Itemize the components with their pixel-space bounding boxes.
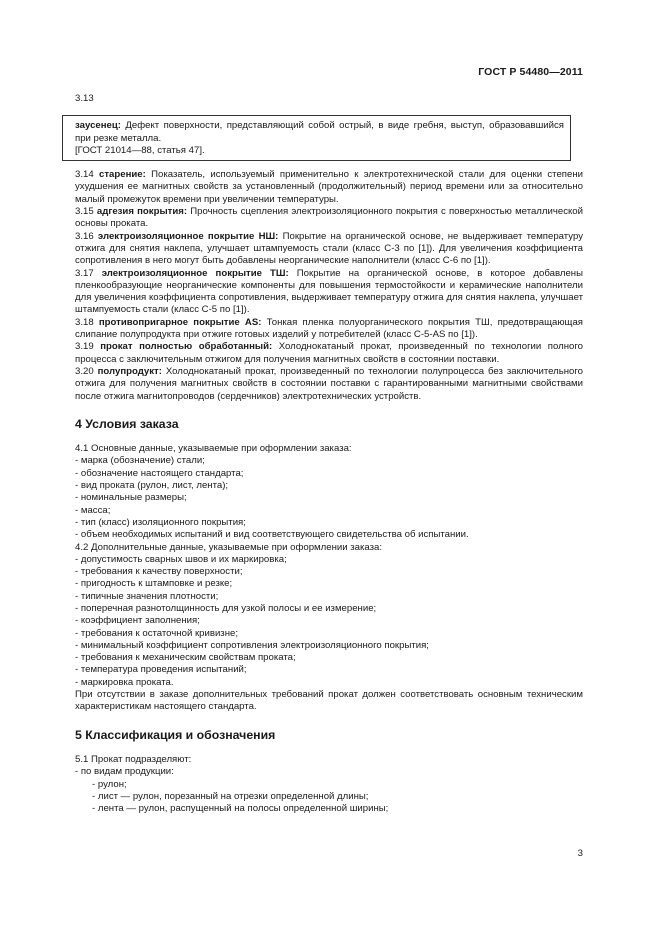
clause-text: Показатель, используемый применительно к электротехнической стали для оценки степени ухудшения ее магнитных свойств за установленный (продолжительный) период времени или за относительно малый промежуток времени при увеличении температуры. [75, 169, 583, 205]
box-definition [75, 120, 564, 145]
clause-text: Прочность сцепления электроизоляционного покрытия с поверхностью металлической основы проката. [75, 206, 583, 230]
clause-4-1: 4.1 Основные данные, указываемые при оформлении заказа: [75, 443, 352, 455]
list-item: - рулон; [92, 778, 127, 790]
clause-term: электроизоляционное покрытие НШ: [97, 230, 279, 242]
kinds-list [75, 779, 583, 816]
section-5-title: 5 Классификация и обозначения [75, 727, 276, 742]
clause-text: Покрытие на органической основе, в которое добавлены пленкообразующие неорганические компоненты для повышения термостойкости и керамические наполнители для увеличения коэффициента сопротивления, выдерживает температуру отжига для снятия наклепа, улучшает штампуемость стали (класс С-5 по [1]). [75, 267, 583, 316]
clause-3-13-number: 3.13 [75, 93, 94, 104]
section-4-closing: При отсутствии в заказе дополнительных требований прокат должен соответствовать основным техническим характеристикам настоящего стандарта. [75, 689, 583, 713]
list-item: - типичные значения плотности; [75, 590, 219, 602]
box-text: Дефект поверхности, представляющий собой острый, в виде гребня, выступ, образовавшийся при резке металла. [75, 120, 564, 144]
document-body [75, 93, 583, 815]
clause-text: Холоднокатаный прокат, произведенный по технологии полупроцесса без заключительного отжига для получения магнитных свойств в состоянии поставки с гарантированными магнитными свойствами после отжига магнитопроводов (сердечников) электротехнических устройств. [75, 365, 583, 402]
list-item: - объем необходимых испытаний и вид соответствующего свидетельства об испытании. [75, 529, 469, 541]
clause-term: старение: [99, 169, 146, 181]
clause-3-15 [75, 206, 583, 231]
list-item: - номинальные размеры; [75, 492, 187, 504]
clause-number: 3.19 [75, 341, 94, 353]
clause-4-2: 4.2 Дополнительные данные, указываемые при оформлении заказа: [75, 541, 383, 553]
clause-number: 3.15 [75, 206, 94, 218]
clause-term: полупродукт: [97, 365, 162, 377]
list-item: - температура проведения испытаний; [75, 664, 247, 676]
box-reference: [ГОСТ 21014—88, статья 47]. [75, 144, 205, 156]
list-item: - лента — рулон, распущенный на полосы определенной ширины; [92, 803, 389, 815]
clause-5-1: 5.1 Прокат подразделяют: [75, 753, 192, 765]
list-item: - вид проката (рулон, лист, лента); [75, 480, 229, 492]
clause-text: Холоднокатаный прокат, произведенный по технологии полного процесса с заключительным отжигом для получения магнитных свойств в состоянии поставки. [75, 341, 583, 365]
clause-3-14 [75, 169, 583, 206]
clause-number: 3.17 [75, 267, 94, 279]
clause-number: 3.14 [75, 169, 94, 181]
list-item: - требования к остаточной кривизне; [75, 627, 239, 639]
list-item: - поперечная разнотолщинность для узкой полосы и ее измерение; [75, 602, 377, 614]
clause-number: 3.16 [75, 230, 94, 242]
clause-term: электроизоляционное покрытие ТШ: [101, 267, 289, 279]
by-kind-label: - по видам продукции: [75, 766, 174, 778]
list-item: - марка (обозначение) стали; [75, 455, 205, 467]
clause-3-17 [75, 268, 583, 317]
clause-3-20 [75, 366, 583, 403]
list-item: - минимальный коэффициент сопротивления электроизоляционного покрытия; [75, 639, 429, 651]
list-item: - лист — рулон, порезанный на отрезки определенной длины; [92, 790, 369, 802]
list-item: - требования к механическим свойствам проката; [75, 652, 296, 664]
clause-term: прокат полностью обработанный: [100, 341, 273, 353]
box-term: заусенец: [75, 120, 121, 132]
list-item: - пригодность к штамповке и резке; [75, 578, 233, 590]
clause-term: адгезия покрытия: [96, 206, 188, 218]
list-4-1 [75, 455, 583, 541]
document-header: ГОСТ Р 54480—2011 [478, 66, 583, 78]
clause-3-18 [75, 317, 583, 342]
list-item: - маркировка проката. [75, 676, 174, 688]
list-item: - допустимость сварных швов и их маркировка; [75, 553, 287, 565]
section-4-title: 4 Условия заказа [75, 416, 179, 431]
definition-box [62, 115, 571, 161]
clause-3-16 [75, 231, 583, 268]
clause-text: Покрытие на органической основе, не выдерживает температуру отжига для снятия наклепа, улучшает штампуемость стали (класс С-3 по [1]). Для увеличения коэффициента сопротивления в него могут быть добавлены неорганические наполнители (класс С-6 по [1]). [75, 230, 583, 267]
list-item: - требования к качеству поверхности; [75, 566, 243, 578]
clause-number: 3.18 [75, 316, 94, 328]
clause-term: противопригарное покрытие AS: [98, 316, 262, 328]
list-item: - тип (класс) изоляционного покрытия; [75, 516, 246, 528]
list-4-2 [75, 554, 583, 689]
list-item: - масса; [75, 504, 111, 516]
clause-number: 3.20 [75, 365, 94, 377]
list-item: - обозначение настоящего стандарта; [75, 467, 244, 479]
page-number: 3 [577, 848, 583, 859]
clause-3-19 [75, 341, 583, 366]
list-item: - коэффициент заполнения; [75, 615, 200, 627]
clause-text: Тонкая пленка полуорганического покрытия ТШ, предотвращающая слипание полупродукта при отжиге готовых изделий у потребителей (класс С-5-AS по [1]). [75, 316, 583, 341]
